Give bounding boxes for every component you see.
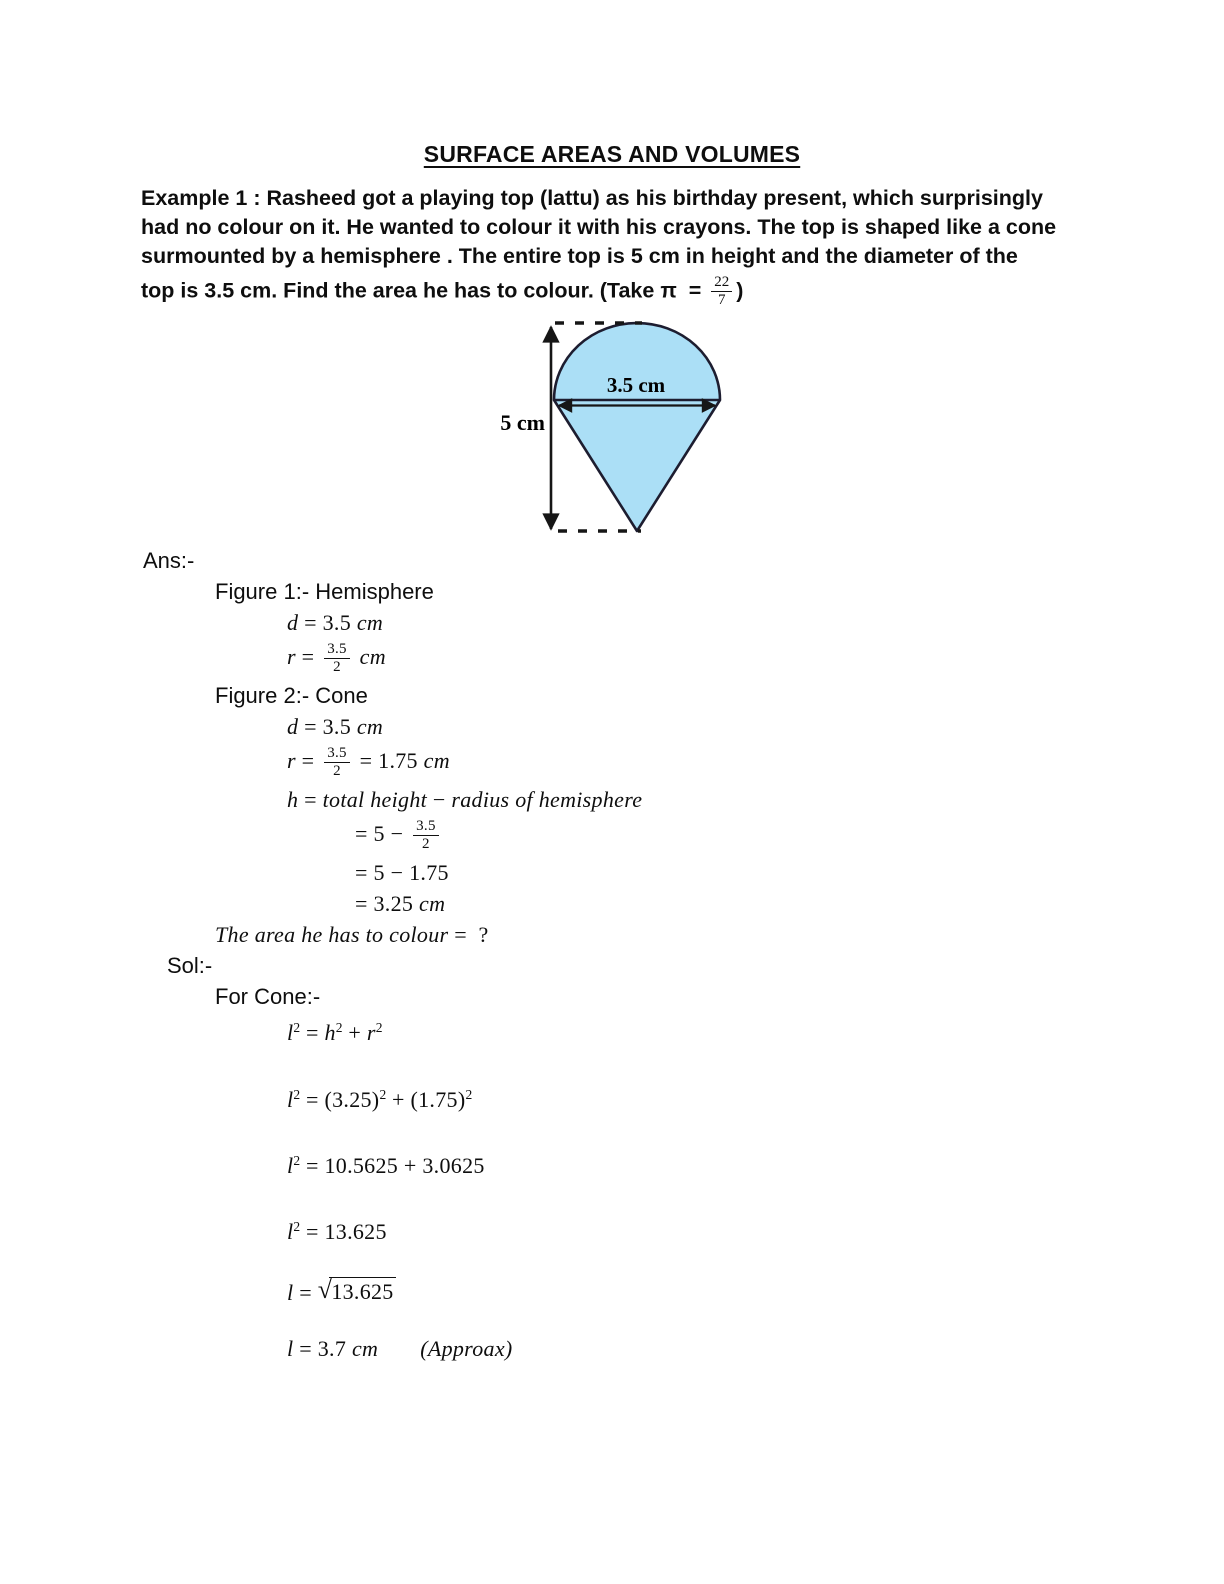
fraction: $\frac{3.5}{2}$ [324, 745, 350, 779]
fraction: $\frac{22}{7}$ [711, 274, 732, 308]
math-line: r = $\frac{3.5}{2}$ cm [287, 641, 386, 675]
text-line: For Cone:- [215, 984, 321, 1009]
math-line: h = total height − radius of hemisphere [287, 787, 643, 812]
math-line: l = 3.7 cm (Approax) [287, 1336, 513, 1361]
math-line: $l^2 = (3.25)^2 + (1.75)^2$ [287, 1087, 473, 1112]
solution-section [141, 950, 1083, 1364]
text-line: had no colour on it. He wanted to colour it with his crayons. The top is shaped like a cone [141, 215, 1057, 239]
solution-lines [141, 981, 1083, 1364]
page-title [141, 0, 1083, 168]
math-line: = 5 − 1.75 [355, 860, 449, 885]
math-line: $l^2 = h^2 + r^2$ [287, 1020, 383, 1045]
fraction: $\frac{3.5}{2}$ [324, 641, 350, 675]
math-line: = 3.25 cm [355, 891, 446, 916]
text-line: Figure 1:- Hemisphere [215, 579, 434, 604]
fraction: $\frac{3.5}{2}$ [413, 818, 439, 852]
page-title-text: SURFACE AREAS AND VOLUMES [423, 141, 801, 167]
height-label: 5 cm [500, 410, 545, 435]
math-line: l = √13.625 [287, 1277, 1083, 1308]
answer-label: Ans:- [143, 548, 195, 573]
problem-statement [141, 184, 1083, 313]
math-line: The area he has to colour = ? [215, 922, 489, 947]
diameter-label: 3.5 cm [606, 373, 666, 397]
cone-hemisphere-shape [554, 323, 720, 531]
text-line: Example 1 : Rasheed got a playing top (lattu) as his birthday present, which surprisingly [141, 186, 1043, 210]
math-line: $l^2 = 13.625$ [287, 1219, 387, 1244]
math-line: r = $\frac{3.5}{2}$ = 1.75 cm [287, 745, 450, 779]
math-line: = 5 − $\frac{3.5}{2}$ [355, 815, 1083, 857]
text-line: Figure 2:- Cone [215, 683, 368, 708]
math-line: $l^2 = 10.5625 + 3.0625$ [287, 1153, 485, 1178]
text-line: top is 3.5 cm. Find the area he has to colour. (Take π = $\frac{22}{7}$ ) [141, 274, 744, 308]
square-root: √13.625 [317, 1275, 394, 1304]
lattu-diagram-svg [479, 313, 729, 543]
math-line: d = 3.5 cm [287, 714, 384, 739]
math-line: d = 3.5 cm [287, 610, 384, 635]
text-line: surmounted by a hemisphere . The entire top is 5 cm in height and the diameter of the [141, 244, 1018, 268]
answer-section [141, 545, 1083, 950]
solution-label: Sol:- [167, 953, 213, 978]
figure-lattu-diagram [141, 313, 1083, 543]
answer-lines [141, 576, 1083, 950]
